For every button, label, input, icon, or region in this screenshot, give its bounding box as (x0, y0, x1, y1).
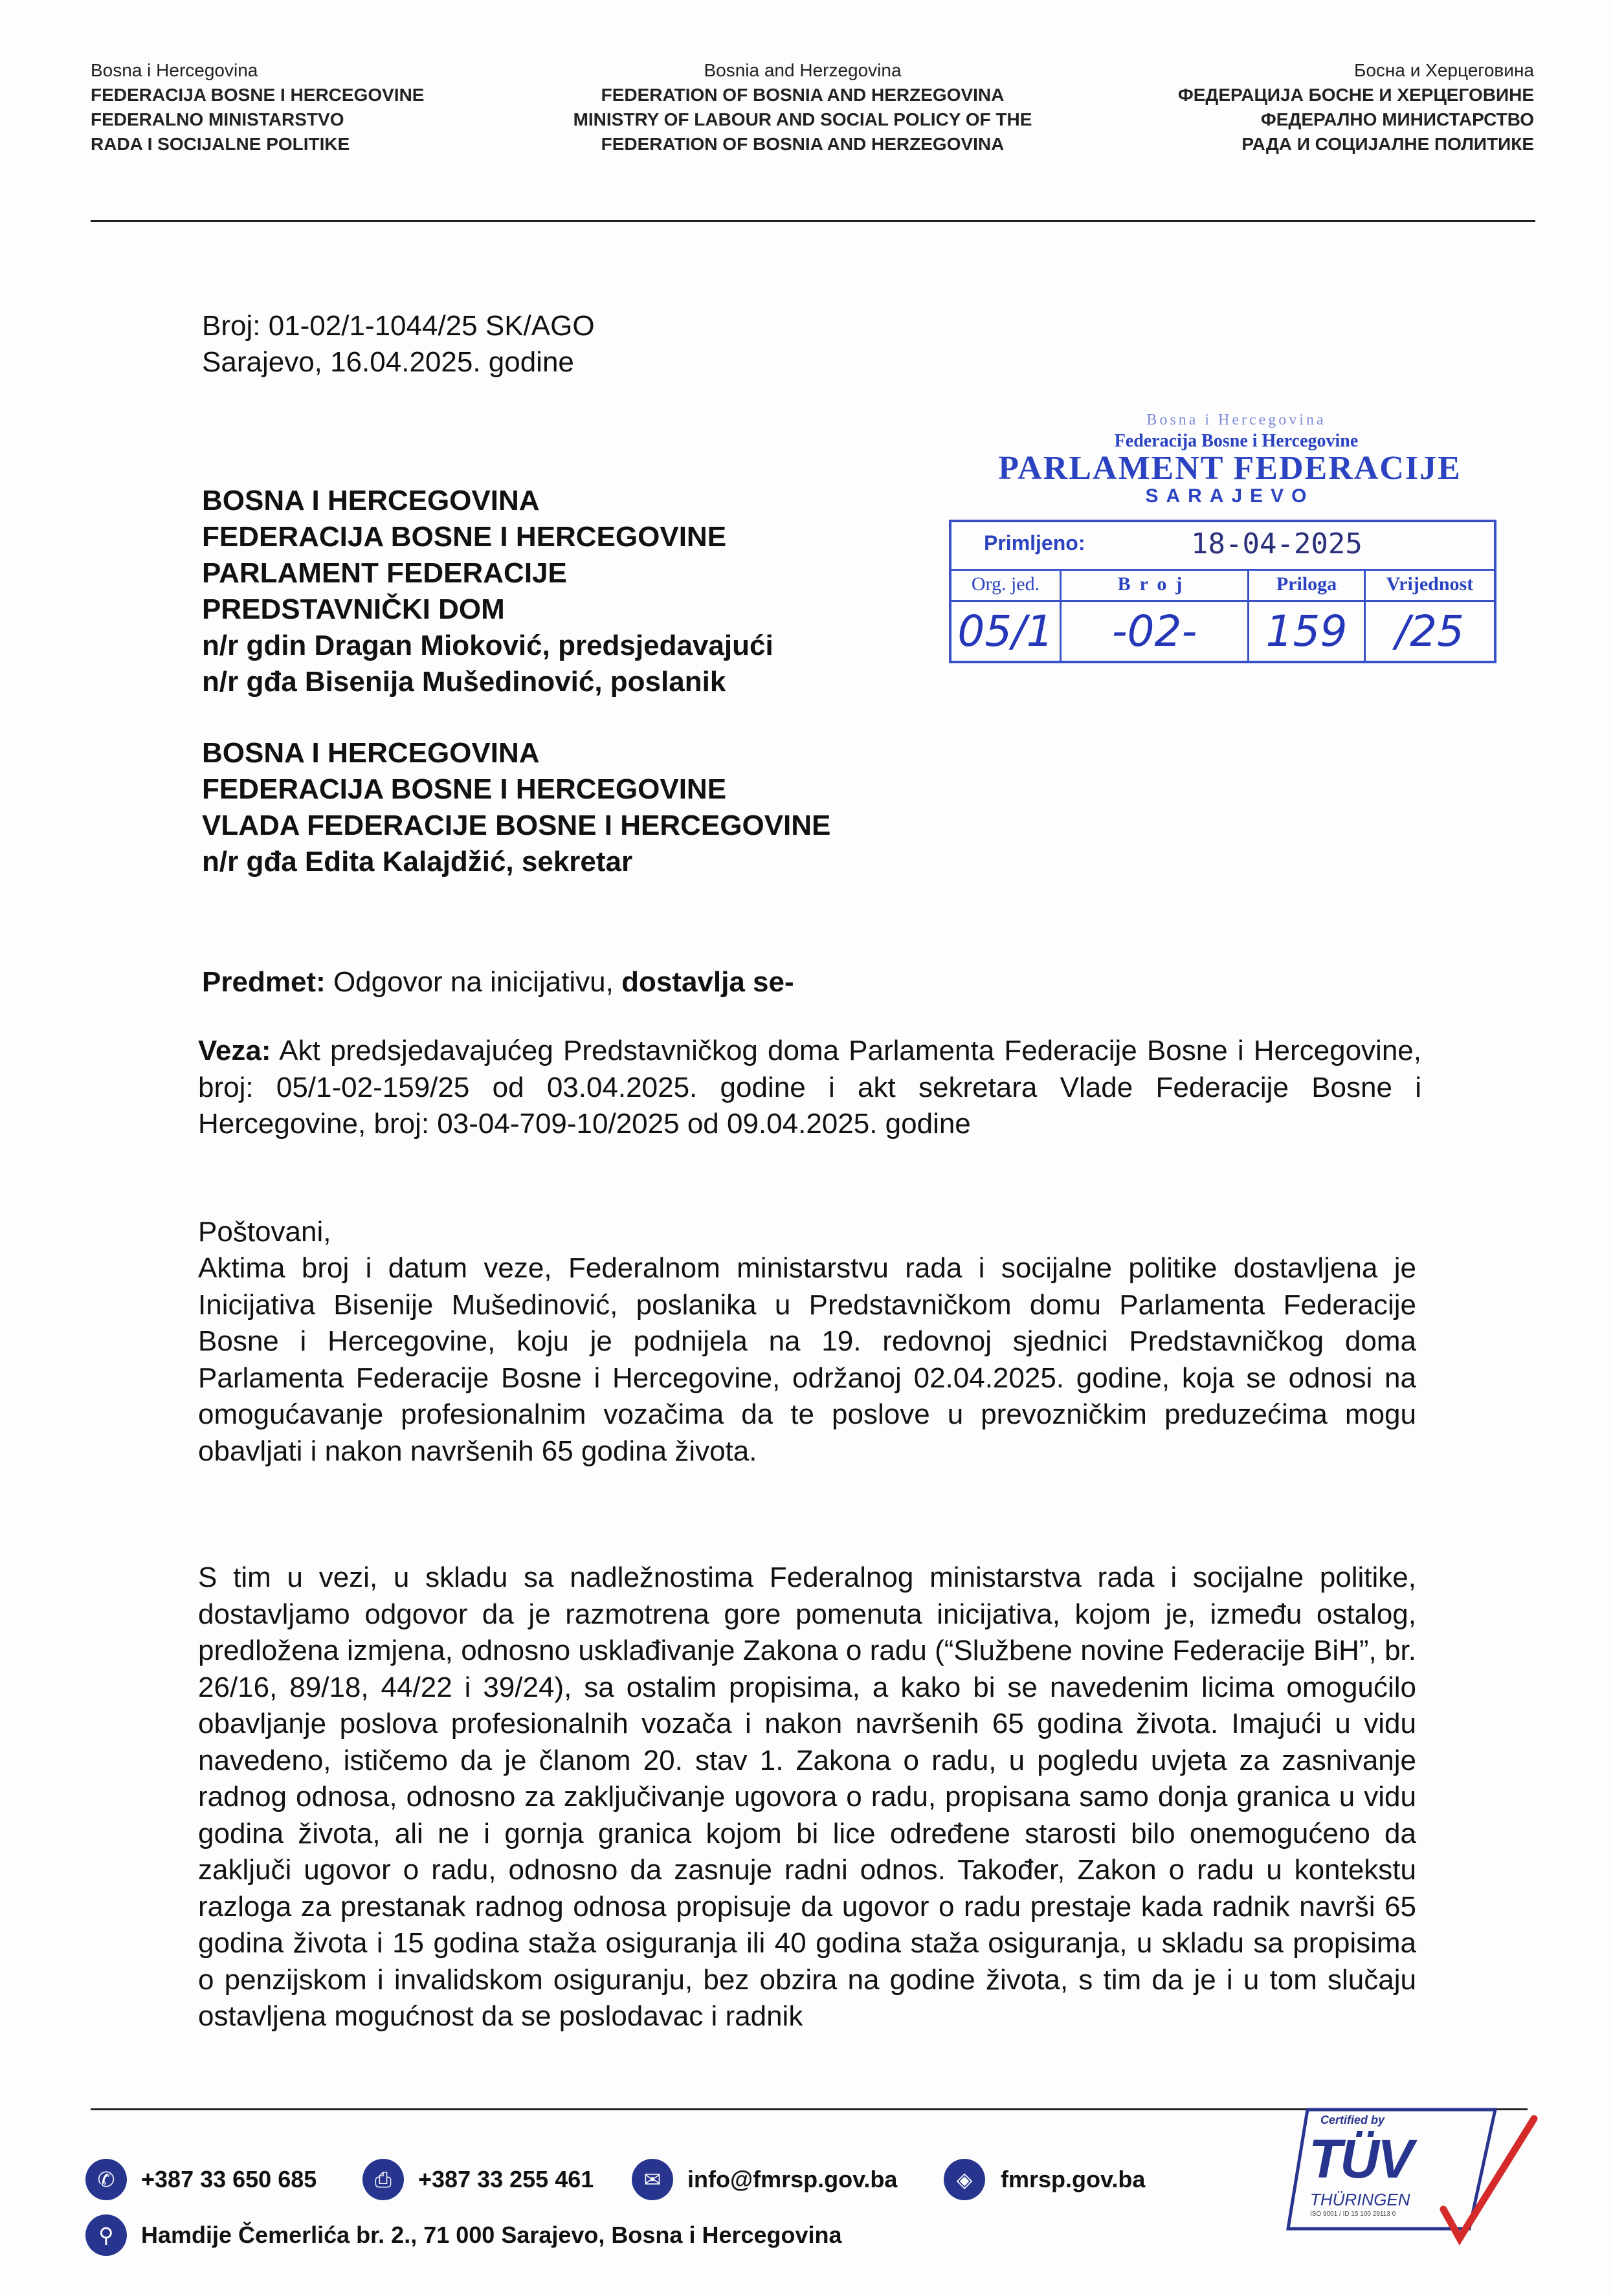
stamp-col-broj: Broj (1062, 569, 1249, 600)
footer-web[interactable]: fmrsp.gov.ba (1001, 2166, 1146, 2192)
stamp-val-broj: -02- (1062, 600, 1249, 663)
body-paragraph-2 (198, 1560, 1416, 2035)
recipients-government (202, 735, 830, 880)
header-line: ФЕДЕРАЛНО МИНИСТАРСТВО (1260, 109, 1534, 129)
stamp-title: PARLAMENT FEDERACIJE (998, 450, 1462, 487)
email-icon: ✉ (632, 2159, 673, 2200)
recipient-line: FEDERACIJA BOSNE I HERCEGOVINE (202, 521, 727, 553)
stamp-col-priloga: Priloga (1249, 569, 1366, 600)
footer-email[interactable]: info@fmrsp.gov.ba (687, 2166, 898, 2192)
stamp-received-label: Primljeno: (984, 531, 1085, 555)
header-line: Босна и Херцеговина (1353, 60, 1534, 80)
stamp-col-org: Org. jed. (951, 569, 1062, 600)
header-line: РАДА И СОЦИЈАЛНЕ ПОЛИТИКЕ (1241, 134, 1534, 154)
stamp-top-line: Bosna i Hercegovina (1146, 412, 1326, 428)
subject-label: Predmet: (202, 966, 326, 998)
recipient-line: VLADA FEDERACIJE BOSNE I HERCEGOVINE (202, 810, 831, 841)
recipient-line: BOSNA I HERCEGOVINA (202, 737, 540, 769)
header-line: MINISTRY OF LABOUR AND SOCIAL POLICY OF THE (573, 109, 1032, 129)
recipient-line: n/r gdin Dragan Mioković, predsjedavajući (202, 630, 773, 661)
recipient-line: FEDERACIJA BOSNE I HERCEGOVINE (202, 773, 727, 805)
stamp-header-row (951, 569, 1494, 602)
subject-bold-text: dostavlja se- (621, 966, 794, 998)
stamp-city: SARAJEVO (1145, 485, 1315, 507)
recipients-parliament (202, 483, 773, 700)
header-line: FEDERALNO MINISTARSTVO (91, 109, 344, 129)
recipient-line: PARLAMENT FEDERACIJE (202, 557, 567, 589)
recipient-line: n/r gđa Bisenija Mušedinović, poslanik (202, 666, 726, 698)
footer-phone-1[interactable]: +387 33 650 685 (141, 2166, 317, 2192)
subject-line (202, 964, 794, 1000)
header-divider (91, 220, 1535, 222)
recipient-line: n/r gđa Edita Kalajdžić, sekretar (202, 846, 633, 878)
reference-place-date: Sarajevo, 16.04.2025. godine (202, 346, 574, 378)
received-stamp (949, 520, 1496, 663)
stamp-received-row (951, 522, 1494, 571)
recipient-line: PREDSTAVNIČKI DOM (202, 593, 505, 625)
reference-block (202, 308, 595, 381)
cert-number: ISO 9001 / ID 15 100 29113 0 (1310, 2211, 1396, 2218)
fax-icon: ⎙ (362, 2159, 404, 2200)
stamp-values-row (951, 600, 1494, 663)
header-line: FEDERATION OF BOSNIA AND HERZEGOVINA (601, 134, 1005, 154)
reference-number: Broj: 01-02/1-1044/25 SK/AGO (202, 310, 595, 342)
footer-phone-2[interactable]: +387 33 255 461 (418, 2166, 594, 2192)
veza-paragraph (198, 1033, 1421, 1143)
cert-region: THÜRINGEN (1310, 2190, 1410, 2209)
stamp-val-org: 05/1 (951, 600, 1062, 663)
header-line: RADA I SOCIJALNE POLITIKE (91, 134, 350, 154)
subject-text: Odgovor na inicijativu, (325, 966, 622, 998)
header-line: FEDERACIJA BOSNE I HERCEGOVINE (91, 85, 425, 105)
recipient-line: BOSNA I HERCEGOVINA (202, 485, 540, 516)
tuv-certificate-logo (1282, 2099, 1541, 2249)
body-paragraph-1 (198, 1250, 1416, 1470)
stamp-val-priloga: 159 (1249, 600, 1366, 663)
header-line: Bosnia and Herzegovina (704, 60, 902, 80)
globe-icon: ◈ (944, 2159, 985, 2200)
location-pin-icon: ⚲ (85, 2214, 127, 2256)
paragraph-text: S tim u vezi, u skladu sa nadležnostima Federalnog ministarstva rada i socijalne politike, dostavljamo odgovor da je razmotrena gore pomenuta inicijativa, kojom je, između ostalog, predložena izmjena, odnosno usklađivanje Zakona o radu (“Službene novine Federacije BiH”, br. 26/16, 89/18, 44/22 i 39/24), sa ostalim propisima, a kako bi se navedenim licima omogućilo obavljanje poslova profesionalnih vozača i nakon navršenih 65 godina života. Imajući u vidu navedeno, ističemo da je članom 20. stav 1. Zakona o radu, u pogledu uvjeta za zasnivanje radnog odnosa, odnosno za zaključivanje ugovora o radu, propisana samo donja granica u vidu godina života, ali ne i gornja granica kojom bi lice određene starosti bilo onemogućeno da zaključi ugovor o radu, odnosno da zasnuje radni odnos. Također, Zakon o radu u kontekstu razloga za prestanak radnog odnosa propisuje da ugovor o radu prestaje kada radnik navrši 65 godina života i 15 godina staža osiguranja ili 40 godina staža osiguranja, u skladu sa propisima o penzijskom i invalidskom osiguranju, bez obzira na godine života, s tim da je i u tom slučaju ostavljena mogućnost da se poslodavac i radnik (198, 1562, 1416, 2032)
phone-icon: ✆ (85, 2159, 127, 2200)
veza-label: Veza: (198, 1035, 271, 1066)
stamp-sub-line: Federacija Bosne i Hercegovine (1114, 431, 1359, 451)
cert-top: Certified by (1320, 2114, 1385, 2126)
header-line: FEDERATION OF BOSNIA AND HERZEGOVINA (601, 85, 1005, 105)
greeting: Poštovani, (198, 1216, 331, 1248)
header-right (1178, 58, 1534, 157)
header-center (414, 58, 1191, 157)
header-line: Bosna i Hercegovina (91, 60, 258, 80)
paragraph-text: Aktima broj i datum veze, Federalnom ministarstvu rada i socijalne politike dostavljena je Inicijativa Bisenije Mušedinović, poslanika u Predstavničkom domu Parlamenta Federacije Bosne i Hercegovine, koju je podnijela na 19. redovnoj sjednici Predstavničkog doma Parlamenta Federacije Bosne i Hercegovine, održanoj 02.04.2025. godine, koja se odnosi na omogućavanje profesionalnim vozačima da te poslove u prevozničkim preduzećima mogu obavljati i nakon navršenih 65 godina života. (198, 1252, 1416, 1467)
stamp-val-vrijednost: /25 (1395, 606, 1465, 656)
stamp-col-vrijednost: Vrijednost (1386, 573, 1474, 595)
header-left (91, 58, 424, 157)
stamp-received-date: 18-04-2025 (1191, 527, 1363, 560)
veza-text: Akt predsjedavajućeg Predstavničkog doma Parlamenta Federacije Bosne i Hercegovine, broj: 05/1-02-159/25 od 03.04.2025. godine i akt sekretara Vlade Federacije Bosne i Hercegovine, broj: 03-04-709-10/2025 od 09.04.2025. godine (198, 1035, 1421, 1140)
cert-brand: TÜV (1309, 2128, 1412, 2189)
footer-address: Hamdije Čemerlića br. 2., 71 000 Sarajevo, Bosna i Hercegovina (141, 2222, 842, 2248)
header-line: ФЕДЕРАЦИЈА БОСНЕ И ХЕРЦЕГОВИНЕ (1177, 85, 1534, 105)
